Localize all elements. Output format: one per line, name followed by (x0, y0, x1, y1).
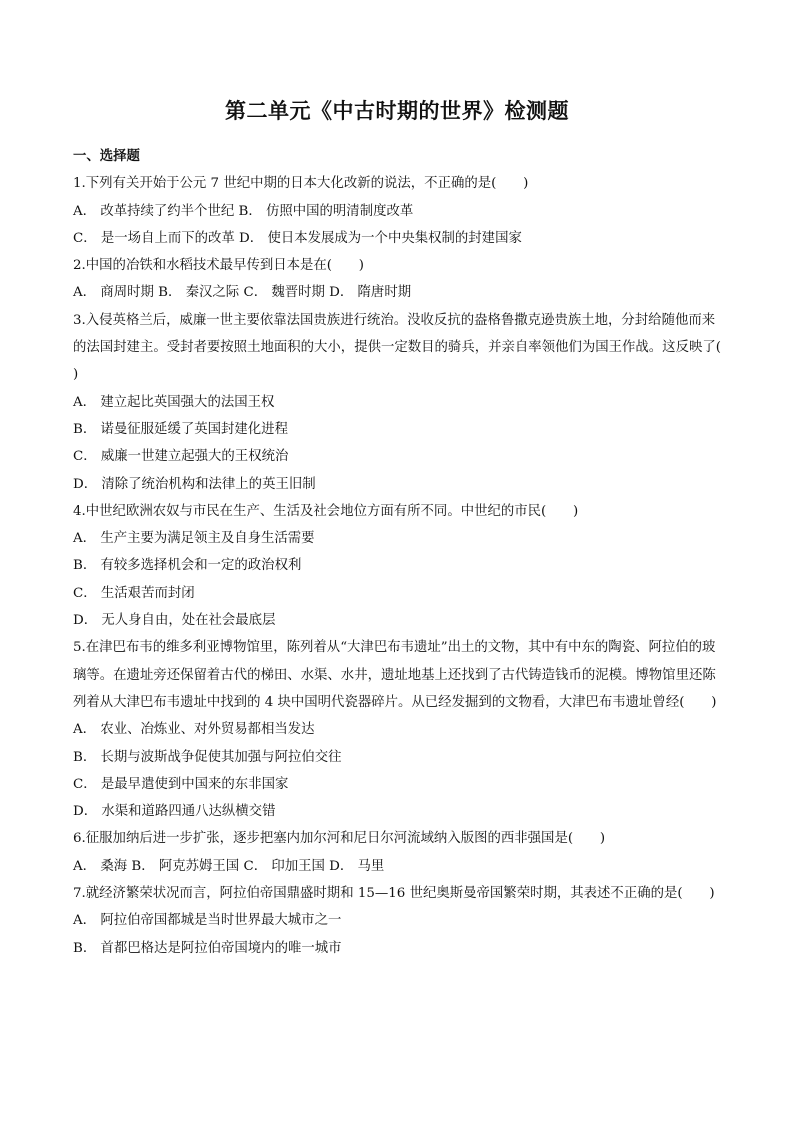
question-1 (73, 170, 723, 252)
question-stem: 7.就经济繁荣状况而言，阿拉伯帝国鼎盛时期和 15—16 世纪奥斯曼帝国繁荣时期，其表述不正确的是( ) (73, 886, 715, 902)
page-title: 第二单元《中古时期的世界》检测题 (225, 99, 569, 123)
option-b: B． 有较多选择机会和一定的政治权利 (73, 558, 302, 574)
question-stem: 3.入侵英格兰后，威廉一世主要依靠法国贵族进行统治。没收反抗的盎格鲁撒克逊贵族土地，分封给随他而来的法国封建主。受封者要按照土地面积的大小，提供一定数目的骑兵，并亲自率领他们为国王作战。这反映了( ) (73, 312, 748, 383)
question-stem: 1.下列有关开始于公元 7 世纪中期的日本大化改新的说法，不正确的是( ) (73, 176, 529, 192)
option-b: B． 首都巴格达是阿拉伯帝国境内的唯一城市 (73, 940, 342, 956)
question-stem: 6.征服加纳后进一步扩张，逐步把塞内加尔河和尼日尔河流域纳入版图的西非强国是( ) (73, 831, 606, 847)
option-d: D． 水渠和道路四通八达纵横交错 (73, 804, 276, 820)
option-a: A． 建立起比英国强大的法国王权 (73, 394, 275, 410)
question-5 (73, 634, 723, 825)
option-c: C． 是最早遣使到中国来的东非国家 (73, 776, 289, 792)
option-c: C． 威廉一世建立起强大的王权统治 (73, 449, 289, 465)
option-d: D． 清除了统治机构和法律上的英王旧制 (73, 476, 316, 492)
question-4 (73, 498, 723, 634)
option-line: A． 商周时期 B． 秦汉之际 C． 魏晋时期 D． 隋唐时期 (73, 285, 412, 301)
option-a: A． 生产主要为满足领主及自身生活需要 (73, 531, 315, 547)
question-2 (73, 252, 723, 307)
option-b: B． 长期与波斯战争促使其加强与阿拉伯交往 (73, 749, 342, 765)
section-heading: 一、选择题 (73, 149, 140, 164)
question-7 (73, 880, 723, 962)
question-list (73, 143, 748, 962)
question-6 (73, 825, 723, 880)
question-3 (73, 307, 748, 498)
option-c: C． 生活艰苦而封闭 (73, 585, 195, 601)
option-a: A． 农业、冶炼业、对外贸易都相当发达 (73, 722, 315, 738)
question-stem: 5.在津巴布韦的维多利亚博物馆里，陈列着从“大津巴布韦遗址”出土的文物，其中有中东的陶瓷、阿拉伯的玻璃等。在遗址旁还保留着古代的梯田、水渠、水井，遗址地基上还找到了古代铸造钱币的泥模。博物馆里还陈列着从大津巴布韦遗址中找到的 4 块中国明代瓷器碎片。从已经发掘到的文物看，大津巴布韦遗址曾经( ) (73, 640, 717, 710)
option-line: A． 桑海 B． 阿克苏姆王国 C． 印加王国 D． 马里 (73, 858, 385, 874)
option-line: A． 改革持续了约半个世纪 B． 仿照中国的明清制度改革 (73, 203, 414, 219)
option-d: D． 无人身自由，处在社会最底层 (73, 613, 276, 629)
option-b: B． 诺曼征服延缓了英国封建化进程 (73, 421, 288, 437)
question-stem: 2.中国的冶铁和水稻技术最早传到日本是在( ) (73, 258, 365, 274)
option-line: C． 是一场自上而下的改革 D． 使日本发展成为一个中央集权制的封建国家 (73, 230, 522, 246)
option-a: A． 阿拉伯帝国都城是当时世界最大城市之一 (73, 913, 342, 929)
question-stem: 4.中世纪欧洲农奴与市民在生产、生活及社会地位方面有所不同。中世纪的市民( ) (73, 503, 579, 519)
